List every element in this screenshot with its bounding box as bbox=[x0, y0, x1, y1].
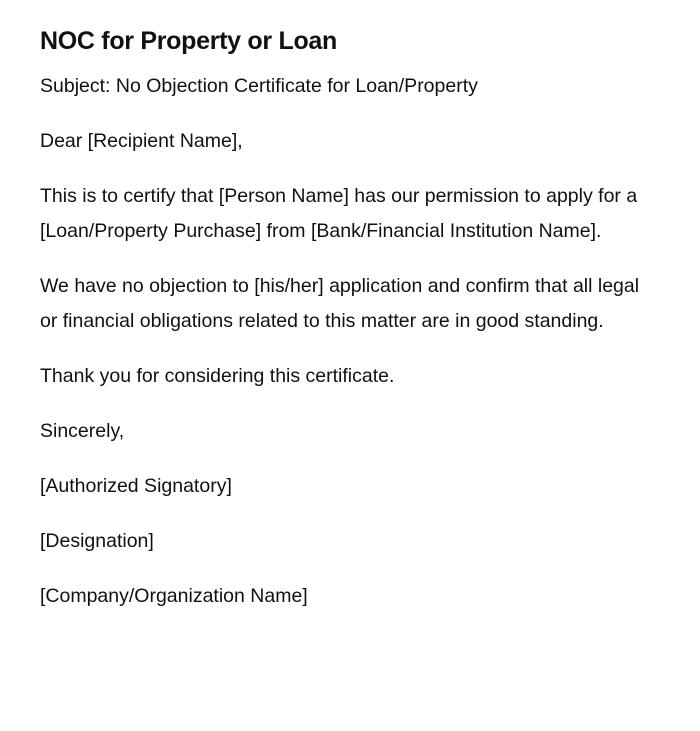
paragraph-thanks: Thank you for considering this certificate. bbox=[40, 365, 395, 387]
salutation: Dear [Recipient Name], bbox=[40, 130, 243, 152]
closing: Sincerely, bbox=[40, 420, 125, 442]
paragraph-permission: This is to certify that [Person Name] has our permission to apply for a [Loan/Property Purchase] from [Bank/Financial Institution Name]. bbox=[40, 185, 638, 242]
document bbox=[40, 24, 650, 614]
subject-line: Subject: No Objection Certificate for Loan/Property bbox=[40, 75, 478, 97]
signatory: [Authorized Signatory] bbox=[40, 475, 232, 497]
organization: [Company/Organization Name] bbox=[40, 585, 308, 607]
paragraph-no-objection: We have no objection to [his/her] application and confirm that all legal or financial obligations related to this matter are in good standing. bbox=[40, 275, 640, 332]
designation: [Designation] bbox=[40, 530, 154, 552]
document-title: NOC for Property or Loan bbox=[40, 27, 337, 55]
